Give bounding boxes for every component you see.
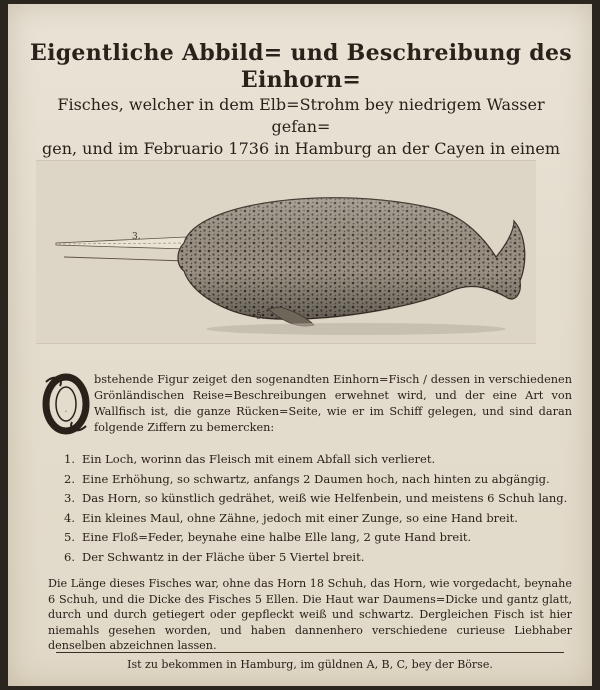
list-item: 2. Eine Erhöhung, so schwartz, anfangs 2 Daumen hoch, nach hinten zu abgängig. bbox=[64, 471, 550, 486]
initial-letter: O bbox=[65, 411, 67, 413]
list-item: 1. Ein Loch, worinn das Fleisch mit einem Abfall sich verlieret. bbox=[64, 452, 436, 466]
list-item: 4. Ein kleines Maul, ohne Zähne, jedoch mit einer Zunge, so eine Hand breit. bbox=[64, 510, 518, 525]
title-line-1: Eigentliche Abbild= und Beschreibung des Einhorn= bbox=[30, 40, 572, 93]
list-item: 3. Das Horn, so künstlich gedrähet, weiß wie Helfenbein, und meistens 6 Schuh lang. bbox=[64, 491, 568, 505]
narwhal-horn bbox=[56, 237, 186, 249]
feature-list bbox=[64, 450, 574, 567]
title-line-3: gen, und im Februario 1736 in Hamburg an der Cayen in einem bbox=[41, 139, 560, 158]
narwhal-engraving bbox=[36, 160, 536, 344]
list-item: 6. Der Schwantz in der Fläche über 5 Viertel breit. bbox=[64, 549, 365, 564]
imprint-footer: Ist zu bekommen in Hamburg, im güldnen A, B, C, bey der Börse. bbox=[127, 658, 493, 671]
list-item: 5. Eine Floß=Feder, beynahe eine halbe Elle lang, 2 gute Hand breit. bbox=[64, 530, 472, 544]
intro-paragraph: bstehende Figur zeiget den sogenandten Einhorn=Fisch / dessen in verschiedenen Grönländischen Reise=Beschreibungen erwehnet wird, und der eine Art von Wallfisch ist, die ganze Rücken=Seite, wie er im Schiff gelegen, und sind daran folgende Ziffern zu bemercken: bbox=[94, 373, 572, 434]
broadsheet-page bbox=[8, 4, 592, 686]
figure-label-5: 5. bbox=[256, 312, 265, 322]
figure-label-3: 3. bbox=[132, 232, 141, 242]
footer-rule bbox=[56, 652, 564, 653]
summary-paragraph: Die Länge dieses Fisches war, ohne das Horn 18 Schuh, das Horn, wie vorgedacht, beynahe 6 Schuh, und die Dicke des Fisches 5 Ellen. Die Haut war Daumens=Dicke und gantz glatt, durch und durch getiegert oder gepfleckt weiß und schwartz. Dergleichen Fisch ist hier niemahls gesehen worden, und haben dannenhero verschiedene curieuse Liebhaber denselben abzeichnen lassen. bbox=[48, 577, 572, 653]
title-line-2: Fisches, welcher in dem Elb=Strohm bey niedrigem Wasser gefan= bbox=[57, 95, 545, 136]
narwhal-illustration bbox=[36, 161, 536, 343]
decorative-initial bbox=[40, 372, 92, 436]
